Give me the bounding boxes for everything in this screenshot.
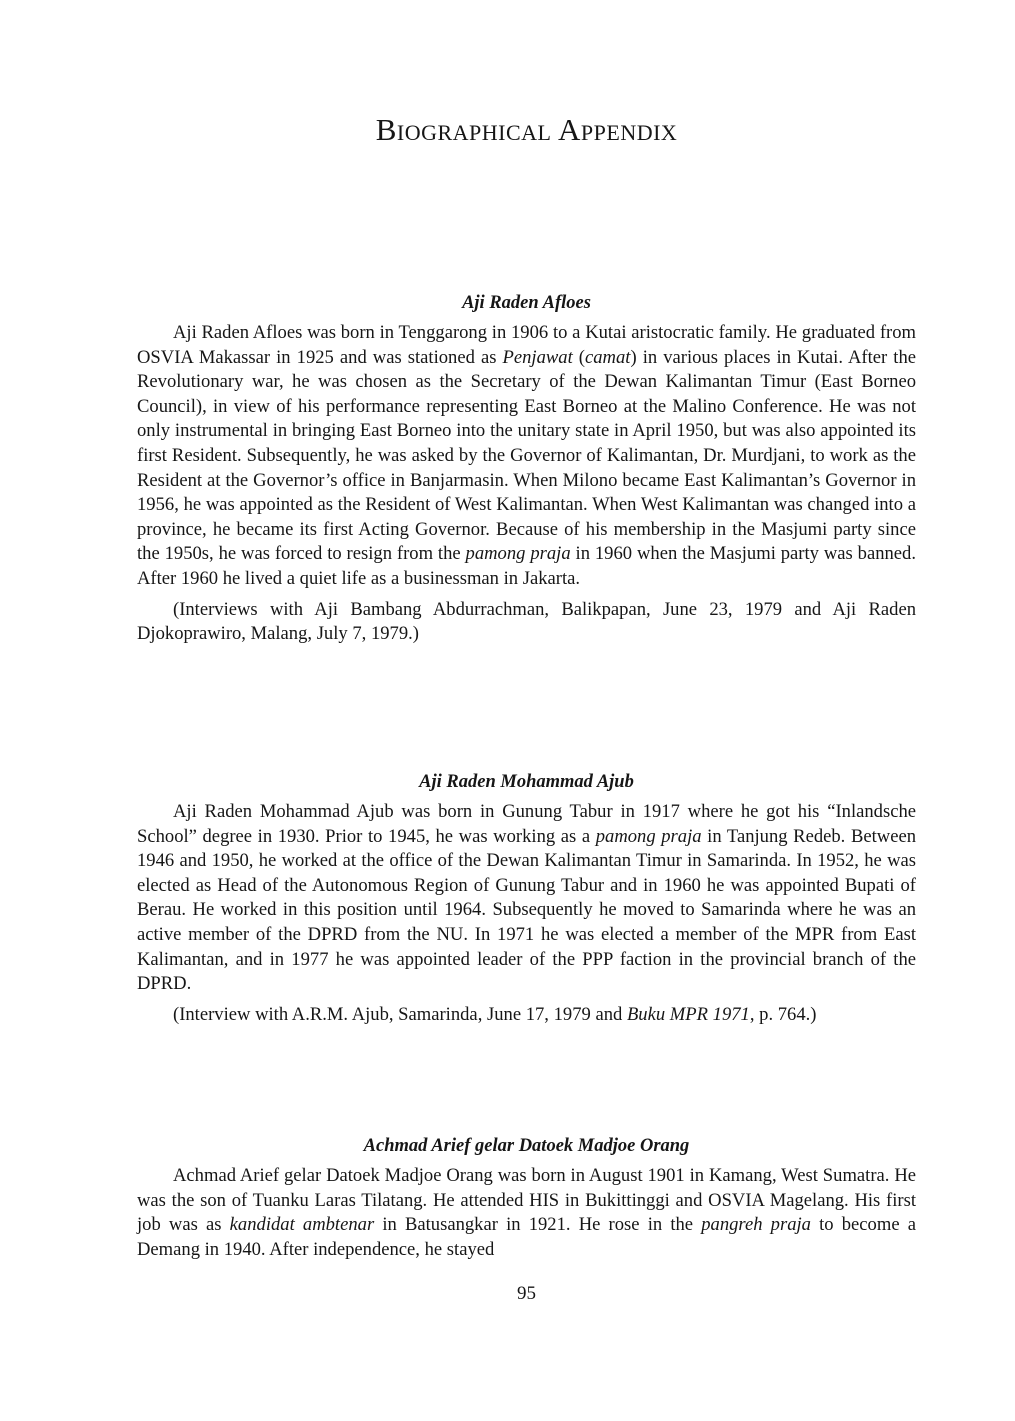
page-number: 95: [517, 1283, 536, 1304]
document-page: [137, 0, 916, 1421]
text-run: Aji Raden Afloes was born in Tenggarong in 1906 to a Kutai aristocratic family. He graduated from OSVIA Makassar in 1925 and was stationed as: [137, 322, 916, 368]
entry-heading: Aji Raden Afloes: [462, 293, 591, 313]
page-title: Biographical Appendix: [375, 112, 678, 147]
text-run: (Interviews with Aji Bambang Abdurrachman, Balikpapan, June 23, 1979 and Aji Raden Djokoprawiro, Malang, July 7, 1979.): [137, 598, 916, 645]
entry-heading: Achmad Arief gelar Datoek Madjoe Orang: [363, 1136, 690, 1156]
text-run: (Interview with A.R.M. Ajub, Samarinda, June 17, 1979 and: [173, 1003, 627, 1025]
text-run: Aji Raden Mohammad Ajub was born in Gunung Tabur in 1917 where he got his “Inlandsche School” degree in 1930. Prior to 1945, he was working as a: [137, 801, 916, 847]
biography-entry: [137, 291, 916, 647]
biography-entry: [137, 770, 916, 1027]
entry-body: [137, 321, 916, 592]
entry-source: [137, 598, 916, 647]
entry-source: [137, 1003, 916, 1028]
text-run: , p. 764.): [749, 1003, 817, 1025]
entry-body: [137, 800, 916, 997]
italic-term: Buku MPR 1971: [626, 1003, 750, 1025]
text-run: in Tanjung Redeb. Between 1946 and 1950, he worked at the office of the Dewan Kalimantan Timur in Samarinda. In 1952, he was elected as Head of the Autonomous Region of Gunung Tabur and in 1960 he was appointed Bupati of Berau. He worked in this position until 1964. Subsequently he moved to Samarinda where he was an active member of the DPRD from the NU. In 1971 he was elected a member of the MPR from East Kalimantan, and in 1977 he was appointed leader of the PPP faction in the provincial branch of the DPRD.: [137, 825, 916, 995]
text-run: in 1960 when the Masjumi party was banned. After 1960 he lived a quiet life as a businessman in Jakarta.: [137, 543, 916, 589]
entry-body: [137, 1164, 916, 1262]
italic-term: pamong praja: [595, 825, 702, 847]
italic-term: pamong praja: [465, 543, 571, 565]
italic-term: kandidat ambtenar: [229, 1214, 375, 1236]
text-run: to become a Demang in 1940. After independence, he stayed: [137, 1214, 916, 1260]
italic-term: pangreh praja: [701, 1214, 811, 1236]
text-run: in Batusangkar in 1921. He rose in the: [374, 1214, 702, 1236]
text-run: ) in various places in Kutai. After the Revolutionary war, he was chosen as the Secretary of the Dewan Kalimantan Timur (East Borneo Council), in view of his performance representing East Borneo at the Malino Conference. He was not only instrumental in bringing East Borneo into the unitary state in April 1950, but was also appointed its first Resident. Subsequently, he was asked by the Governor of Kalimantan, Dr. Murdjani, to work as the Resident at the Governor’s office in Banjarmasin. When Milono became East Kalimantan’s Governor in 1956, he was appointed as the Resident of West Kalimantan. When West Kalimantan was changed into a province, he became its first Acting Governor. Because of his membership in the Masjumi party since the 1950s, he was forced to resign from the: [137, 346, 917, 565]
text-run: Achmad Arief gelar Datoek Madjoe Orang was born in August 1901 in Kamang, West Sumatra. He was the son of Tuanku Laras Tilatang. He attended HIS in Bukittinggi and OSVIA Magelang. His first job was as: [137, 1165, 916, 1236]
italic-term: Penjawat: [502, 346, 573, 368]
entry-heading: Aji Raden Mohammad Ajub: [419, 772, 634, 792]
text-run: (: [572, 346, 585, 368]
biography-entry: [137, 1134, 916, 1262]
italic-term: camat: [585, 346, 631, 368]
